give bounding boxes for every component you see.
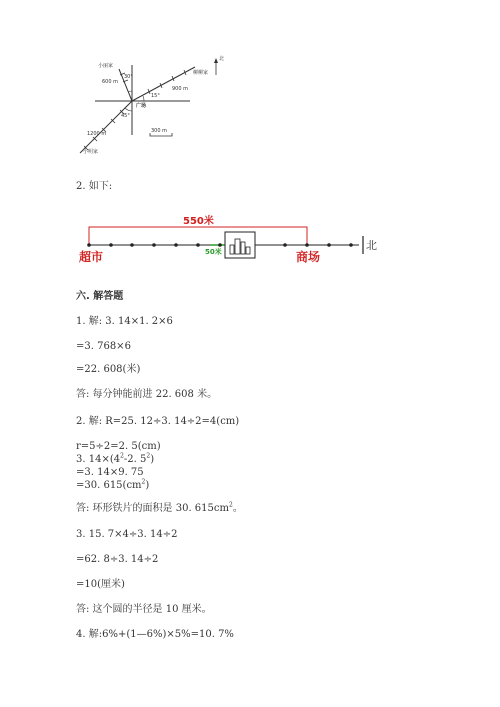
mall-label: 商场 <box>296 250 321 264</box>
q1-line-1: 1. 解: 3. 14×1. 2×6 <box>76 316 173 327</box>
square-label: 广场 <box>136 103 147 109</box>
q2-line-5: =30. $615(cm^2)$ <box>76 478 150 491</box>
q3-answer: 答: 这个圆的半径是 10 厘米。 <box>76 604 212 615</box>
distance-900-label: 900 m <box>172 86 189 92</box>
q2-line-4: =3. 14×9. 75 <box>76 467 144 478</box>
section-2-heading: 2. 如下: <box>76 181 113 192</box>
q1-line-2: =3. 768×6 <box>76 341 131 352</box>
distance-1200-label: 1200 m <box>87 131 107 137</box>
section-6-title: 六. 解答题 <box>76 291 124 302</box>
q3-line-2: =62. 8÷3. 14÷2 <box>76 554 159 565</box>
q2-answer: 答: 环形铁片的面积是 30. $615cm^2$。 <box>76 501 243 514</box>
angle-45-label: 45° <box>121 113 130 119</box>
direction-map-diagram <box>70 55 250 160</box>
route-diagram <box>80 212 380 267</box>
q1-line-3: =22. 608(米) <box>76 364 141 375</box>
q3-line-1: 3. 15. 7×4÷3. 14÷2 <box>76 529 178 540</box>
supermarket-label: 超市 <box>79 250 104 264</box>
step-50-label: 50米 <box>205 248 222 256</box>
q2-line-1: 2. 解: R=25. 12÷3. 14÷2=4(cm) <box>76 416 240 427</box>
q2-line-3: 3. $14\times(4^2-2$. $5^2$) <box>76 452 155 465</box>
north-label-map: 北 <box>219 56 225 62</box>
q4-line-1: 4. 解:6%+(1—6%)×5%=10. 7% <box>76 629 234 640</box>
q3-line-3: =10(厘米) <box>76 579 125 590</box>
angle-30-label: 30° <box>124 74 133 80</box>
liuliu-home-label: 柳柳家 <box>193 70 209 76</box>
q2-line-2: r=5÷2=2. 5(cm) <box>76 441 161 452</box>
north-label-route: 北 <box>366 239 377 252</box>
distance-550-label: 550米 <box>183 216 214 227</box>
xiaoming-home-label: 小明家 <box>83 149 99 155</box>
xiaoli-home-label: 小丽家 <box>98 63 114 69</box>
q1-answer: 答: 每分钟能前进 22. 608 米。 <box>76 389 218 400</box>
angle-15-label: 15° <box>151 93 160 99</box>
scale-label: 300 m <box>151 128 168 134</box>
distance-600-label: 600 m <box>102 79 119 85</box>
